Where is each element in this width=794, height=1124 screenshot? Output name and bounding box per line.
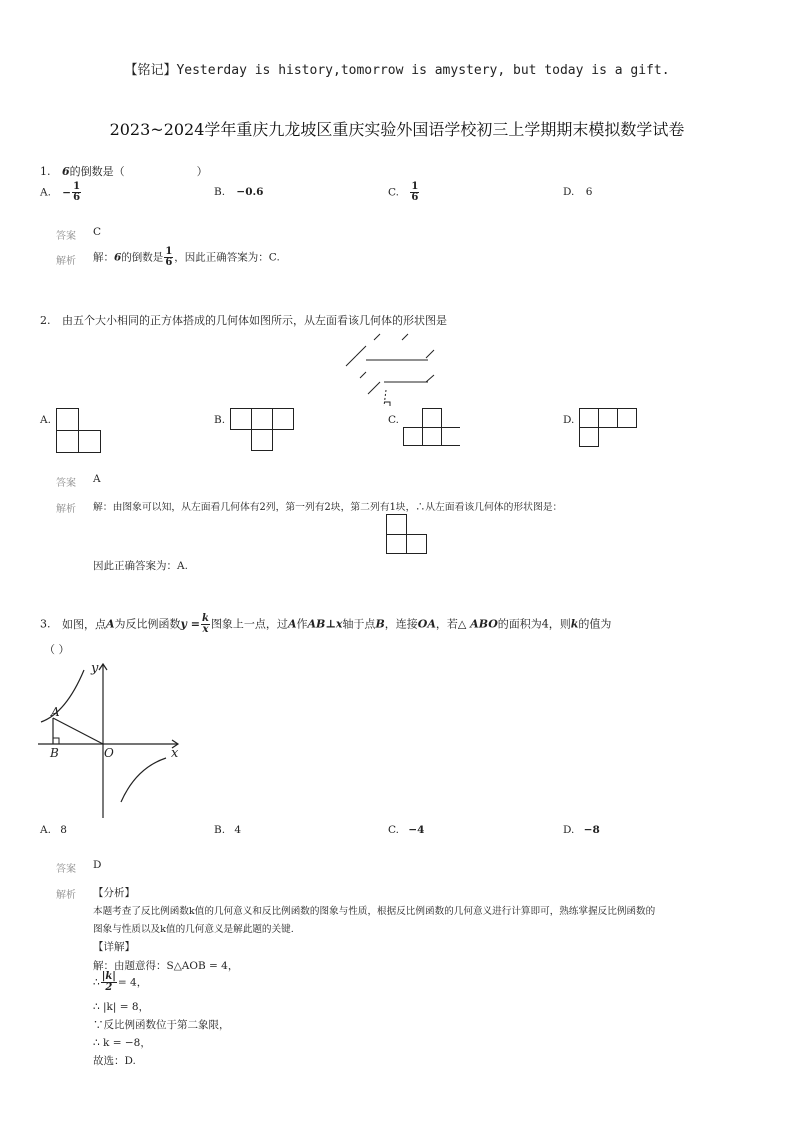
q3-stem-e: 轴于点 bbox=[342, 617, 376, 631]
q1-option-a-label: A. bbox=[40, 186, 51, 199]
q3-answer-value: D bbox=[93, 859, 102, 871]
q3-label-x: x bbox=[171, 746, 179, 761]
motto: 【铭记】Yesterday is history,tomorrow is amystery, but today is a gift. bbox=[124, 63, 670, 78]
q1-option-d-value: 6 bbox=[585, 186, 593, 198]
q3-option-b-value: 4 bbox=[234, 824, 242, 836]
q2-option-c[interactable] bbox=[388, 414, 399, 426]
q1-analysis-fraction-den: 6 bbox=[165, 257, 173, 268]
q1-analysis-num: 6 bbox=[114, 251, 122, 264]
q3-stem-d: 作 bbox=[296, 617, 308, 631]
q3-analysis-label: 解析 bbox=[56, 890, 76, 901]
q3-answer-label: 答案 bbox=[56, 864, 76, 875]
q1-option-d-label: D. bbox=[563, 186, 575, 198]
q2-option-b[interactable] bbox=[214, 414, 225, 426]
q1-option-a[interactable] bbox=[40, 182, 82, 203]
q3-detail-2-den: 2 bbox=[105, 982, 113, 993]
q3-func-x: x bbox=[202, 624, 209, 635]
q2-option-b-label: B. bbox=[214, 414, 226, 426]
q2-option-a-label: A. bbox=[40, 414, 51, 426]
q3-detail-2-pre: ∴ bbox=[93, 976, 100, 989]
q2-answer-label: 答案 bbox=[56, 478, 76, 489]
q2-option-a-figure bbox=[56, 408, 104, 456]
q3-label-b: B bbox=[50, 746, 59, 760]
q1-option-a-sign: − bbox=[62, 186, 72, 199]
q1-stem-close: ） bbox=[196, 165, 208, 178]
q2-analysis-text: 解：由图象可以知，从左面看几何体有2列，第一列有2块，第二列有1块，∴从左面看该几何体的形状图是： bbox=[93, 502, 563, 513]
q3-oa: OA bbox=[417, 617, 436, 631]
q3-label-o: O bbox=[104, 746, 114, 760]
q1-analysis-fraction bbox=[164, 247, 173, 268]
q2-option-a[interactable] bbox=[40, 414, 51, 426]
q3-stem-f: ，连接 bbox=[384, 617, 418, 631]
q3-curve-q4 bbox=[121, 758, 166, 802]
q2-answer-value: A bbox=[93, 473, 101, 485]
q3-detail-5: ∴ k = −8， bbox=[93, 1037, 151, 1049]
q3-option-d-label: D. bbox=[563, 824, 575, 836]
q3-option-c-value: −4 bbox=[408, 824, 425, 836]
q3-option-c[interactable] bbox=[388, 824, 424, 836]
q3-func-y: y = bbox=[180, 617, 200, 631]
q1-stem-text: 的倒数是（ bbox=[69, 165, 125, 178]
q1-analysis-pre: 解： bbox=[93, 251, 114, 264]
q3-detail-4: ∵反比例函数位于第二象限， bbox=[93, 1019, 230, 1031]
q3-detail-6: 故选：D. bbox=[93, 1055, 136, 1067]
q3-stem-g: ，若 bbox=[435, 617, 458, 631]
q3-paren: （ ） bbox=[44, 643, 70, 656]
q3-point-a2: A bbox=[287, 617, 297, 631]
q3-stem-b: 为反比例函数 bbox=[114, 617, 181, 631]
q2-option-c-label: C. bbox=[388, 414, 399, 426]
q3-segment-oa bbox=[53, 718, 103, 744]
q3-detail-1: 解：由题意得：S△AOB = 4， bbox=[93, 960, 239, 972]
page-title: 2023~2024学年重庆九龙坡区重庆实验外国语学校初三上学期期末模拟数学试卷 bbox=[109, 120, 685, 139]
q1-number: 1. bbox=[40, 165, 51, 178]
q1-analysis-fraction-num: 1 bbox=[165, 246, 173, 257]
q3-label-y: y bbox=[91, 661, 99, 676]
q3-analysis-head: 【分析】 bbox=[93, 887, 135, 899]
q1-option-c-numerator: 1 bbox=[411, 181, 419, 192]
q3-detail-2-num: |k| bbox=[101, 971, 116, 982]
q3-detail-3: ∴ |k| = 8， bbox=[93, 1001, 150, 1013]
q3-option-d[interactable] bbox=[563, 824, 600, 836]
q3-point-a: A bbox=[106, 617, 115, 631]
q3-number: 3. bbox=[40, 617, 51, 631]
q1-answer-value: C bbox=[93, 226, 102, 238]
q3-detail-2 bbox=[93, 972, 147, 993]
q1-option-b[interactable] bbox=[214, 186, 263, 198]
q1-option-b-value: −0.6 bbox=[236, 186, 264, 198]
q3-stem-a: 如图，点 bbox=[62, 617, 106, 631]
q1-analysis-label: 解析 bbox=[56, 256, 76, 267]
q3-option-d-value: −8 bbox=[583, 824, 600, 836]
q3-triangle: △ ABO bbox=[457, 617, 498, 631]
q3-detail-2-fraction bbox=[101, 972, 117, 993]
q1-option-b-label: B. bbox=[214, 186, 226, 198]
q1-analysis-post: ，因此正确答案为：C. bbox=[174, 251, 280, 264]
q1-stem bbox=[40, 163, 208, 179]
q3-option-c-label: C. bbox=[388, 824, 399, 836]
q3-func-k: k bbox=[202, 613, 209, 624]
q2-option-d-figure bbox=[579, 408, 641, 450]
q1-analysis-text bbox=[93, 247, 280, 268]
q3-analysis-line2: 图象与性质以及k值的几何意义是解此题的关键. bbox=[93, 924, 294, 935]
q3-option-a-label: A. bbox=[40, 824, 51, 836]
q2-option-d-label: D. bbox=[563, 414, 575, 426]
q1-option-a-denominator: 6 bbox=[73, 192, 81, 203]
q3-option-a[interactable] bbox=[40, 824, 67, 836]
q3-k-var: k bbox=[570, 617, 579, 631]
q2-number: 2. bbox=[40, 314, 51, 327]
q1-answer-label: 答案 bbox=[56, 231, 76, 242]
q1-option-d[interactable] bbox=[563, 186, 592, 198]
q3-graph bbox=[36, 658, 186, 823]
q2-analysis-figure bbox=[386, 514, 430, 556]
q3-stem-h: 的面积为4，则 bbox=[497, 617, 571, 631]
q3-detail-head: 【详解】 bbox=[93, 941, 135, 953]
q2-option-b-figure bbox=[230, 408, 296, 454]
q3-func-fraction bbox=[201, 614, 210, 635]
q2-analysis-label: 解析 bbox=[56, 504, 76, 515]
q1-analysis-mid: 的倒数是 bbox=[121, 251, 164, 264]
q2-stem bbox=[40, 312, 447, 328]
q2-conclusion: 因此正确答案为：A. bbox=[93, 560, 188, 572]
q2-solid-figure bbox=[338, 330, 448, 410]
q3-right-angle bbox=[53, 738, 59, 744]
q3-detail-2-post: = 4， bbox=[117, 976, 148, 989]
q1-option-a-numerator: 1 bbox=[73, 181, 81, 192]
q3-option-a-value: 8 bbox=[60, 824, 67, 836]
q3-label-a: A bbox=[51, 705, 60, 719]
q2-option-c-figure bbox=[403, 408, 463, 448]
q3-stem bbox=[40, 614, 611, 635]
q3-analysis-line1: 本题考查了反比例函数k值的几何意义和反比例函数的图象与性质，根据反比例函数的几何意义进行计算即可，熟练掌握反比例函数的 bbox=[93, 906, 656, 917]
q2-option-d[interactable] bbox=[563, 414, 574, 426]
q3-stem-i: 的值为 bbox=[578, 617, 612, 631]
q3-option-b[interactable] bbox=[214, 824, 241, 836]
q1-option-c[interactable] bbox=[388, 182, 420, 203]
q1-option-c-label: C. bbox=[388, 186, 399, 199]
q1-option-c-fraction bbox=[410, 182, 419, 203]
q3-point-b: B bbox=[375, 617, 385, 631]
q1-stem-num: 6 bbox=[62, 165, 70, 178]
q3-option-b-label: B. bbox=[214, 824, 226, 836]
q3-ab-perp: AB⊥x bbox=[307, 617, 343, 631]
q3-stem-c: 图象上一点，过 bbox=[210, 617, 288, 631]
q2-stem-text: 由五个大小相同的正方体搭成的几何体如图所示，从左面看该几何体的形状图是 bbox=[62, 314, 447, 327]
q3-curve-q2 bbox=[41, 670, 84, 722]
q1-option-a-fraction bbox=[72, 182, 81, 203]
q1-option-c-denominator: 6 bbox=[411, 192, 419, 203]
